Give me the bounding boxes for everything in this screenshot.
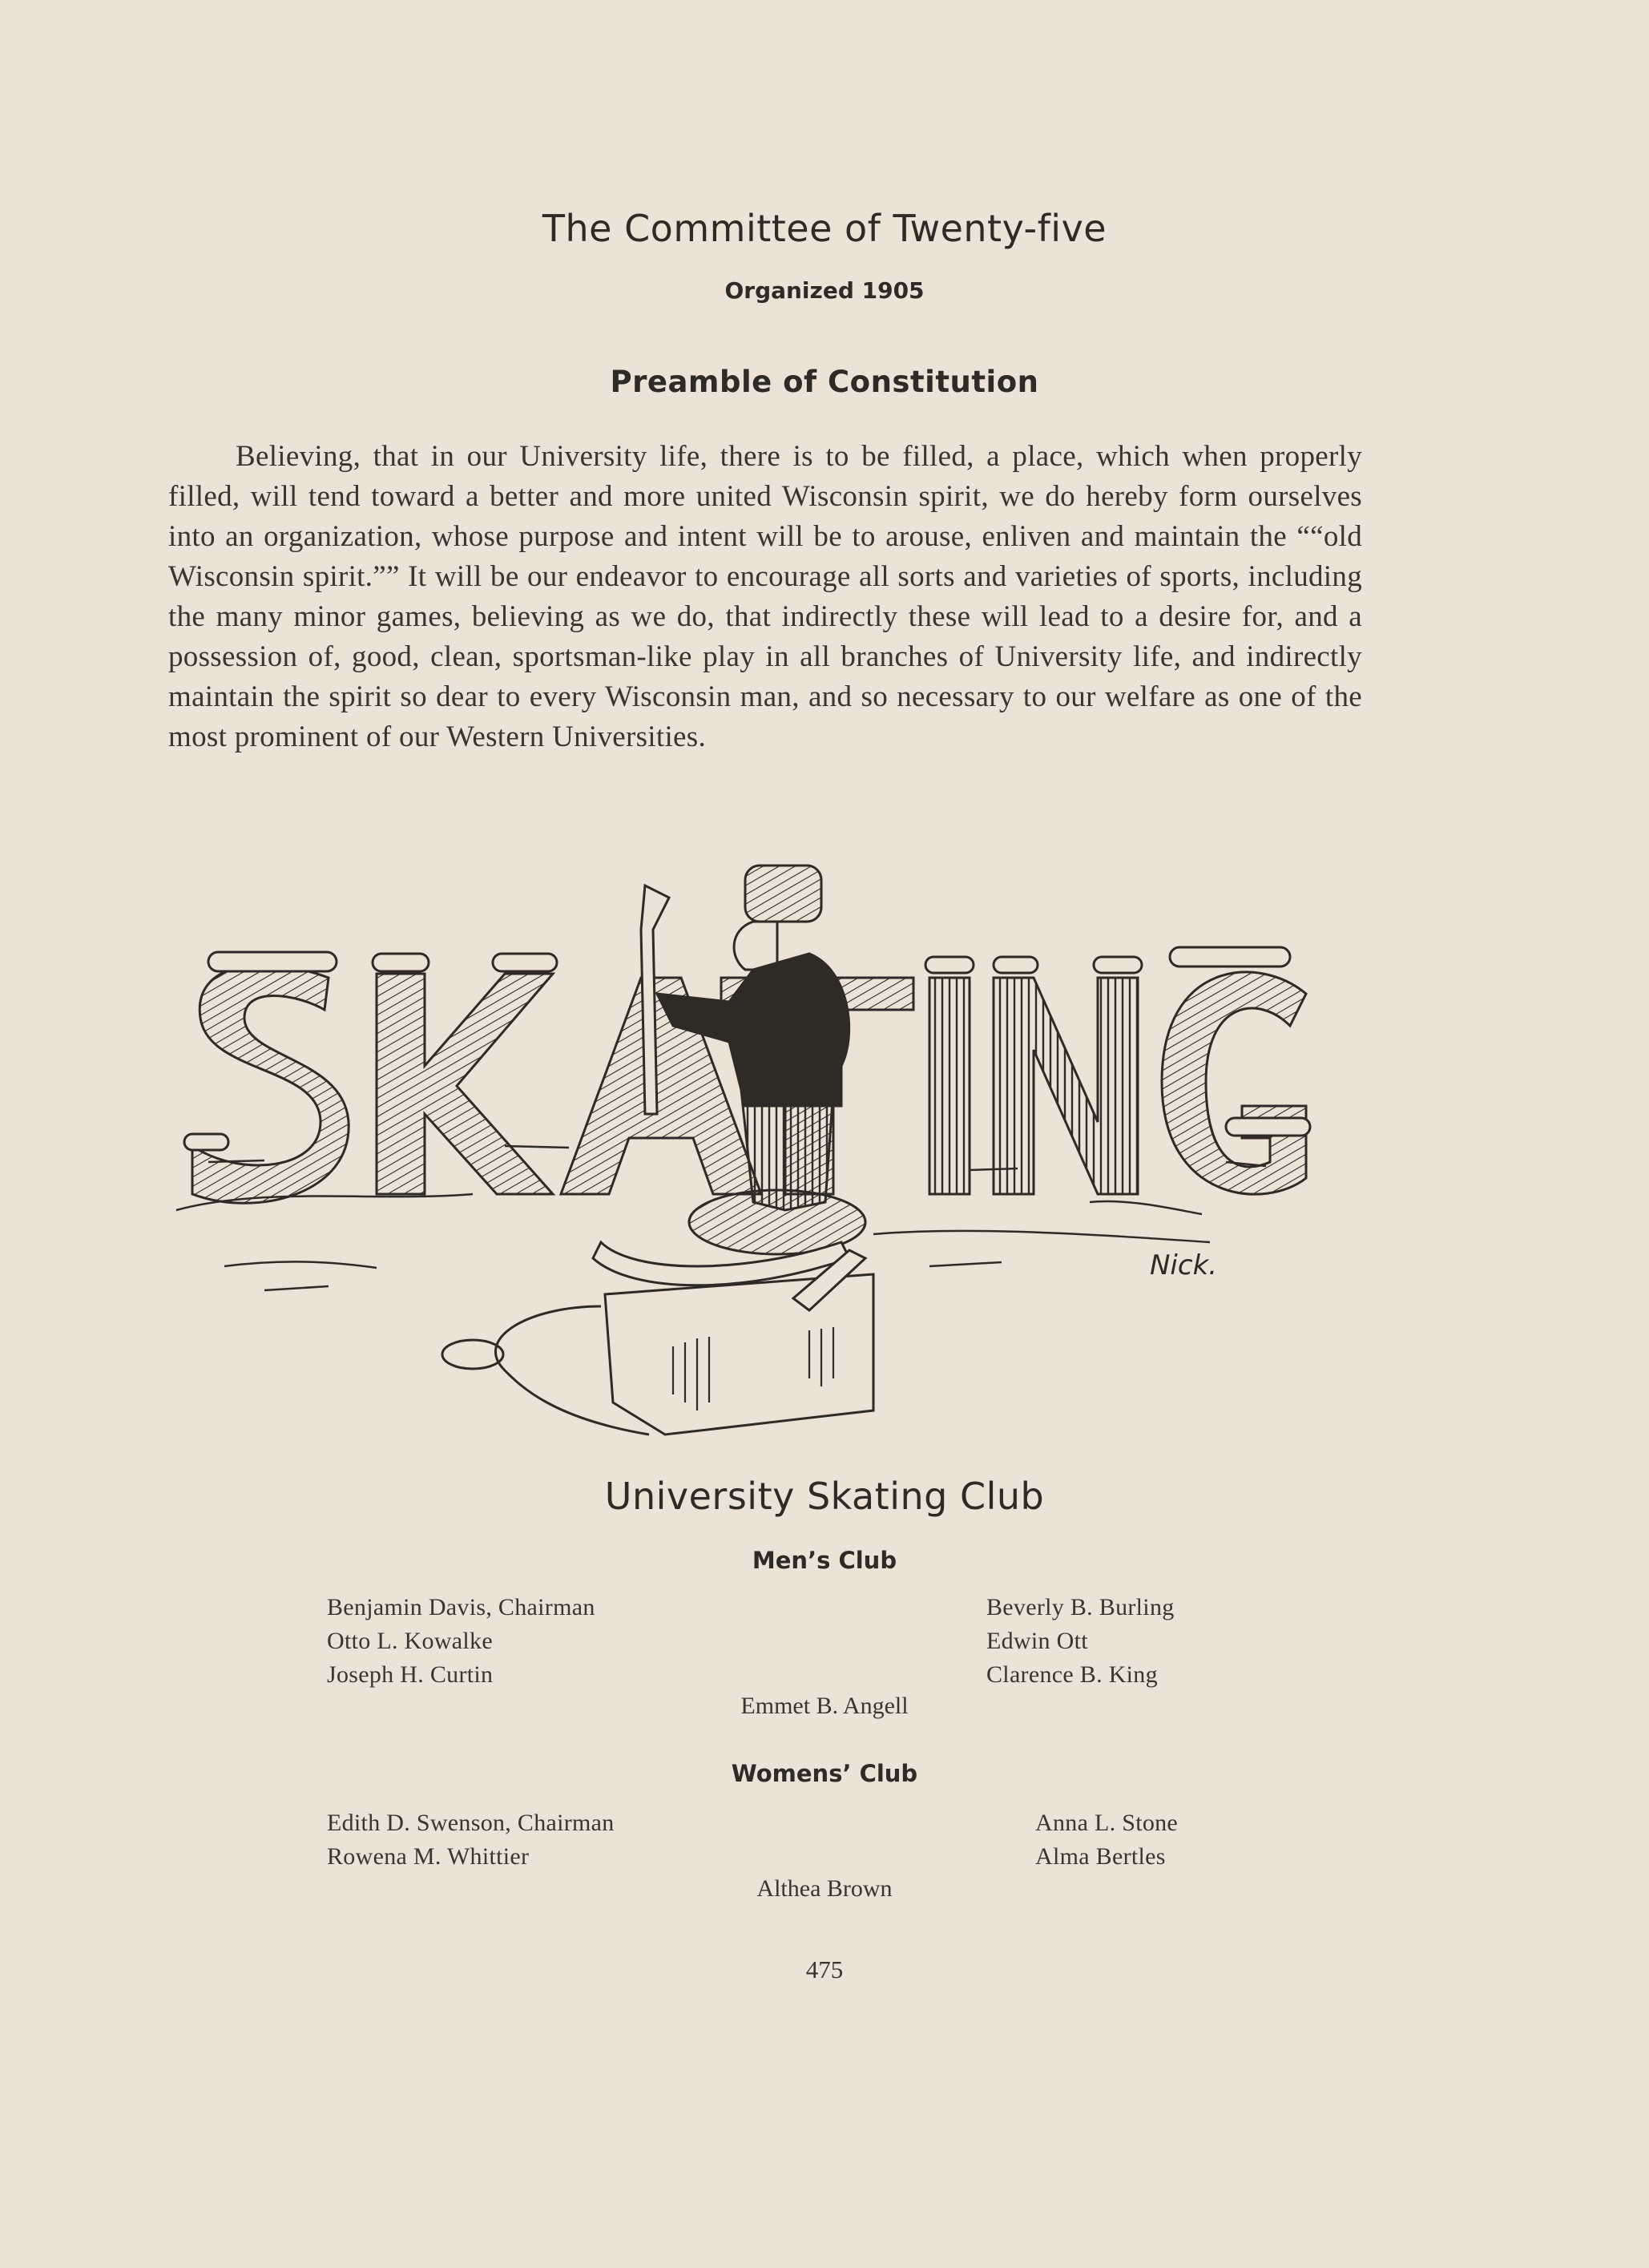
page-title: The Committee of Twenty-five: [542, 207, 1107, 250]
member-name: Clarence B. King: [986, 1661, 1158, 1688]
letter-k: [377, 974, 553, 1194]
face: [734, 922, 777, 970]
skating-illustration: [168, 858, 1370, 1451]
preamble-text: Believing, that in our University life, there is to be filled, a place, which when properly filled, will tend toward a better and more united Wisconsin spirit, we do hereby form ourselves into an organization, whose purpose and intent will be to arouse, enliven and maintain the ““old Wisconsin spirit.”” It will be our endeavor to encourage all sorts and varieties of sports, including the many minor games, believing as we do, that indirectly these will lead to a desire for, and a possession of, good, clean, sportsman-like play in all branches of University life, and indirectly maintain the spirit so dear to every Wisconsin man, and so necessary to our welfare as one of the most prominent of our Western Universities.: [168, 440, 1362, 753]
page-number: 475: [805, 1955, 844, 1983]
member-name: Edith D. Swenson, Chairman: [327, 1810, 615, 1836]
letter-n: [994, 978, 1138, 1194]
mens-club-right-column: [986, 1591, 1175, 1692]
fur-hat: [745, 866, 821, 922]
member-name: Edwin Ott: [986, 1628, 1088, 1654]
letter-s: [192, 965, 349, 1203]
member-name: Rowena M. Whittier: [327, 1843, 530, 1870]
mens-club-heading: Men’s Club: [752, 1547, 897, 1574]
member-name: Joseph H. Curtin: [327, 1661, 494, 1688]
mens-club-left-column: [327, 1591, 595, 1692]
member-name: Benjamin Davis, Chairman: [327, 1594, 595, 1620]
womens-club-left-column: [327, 1806, 615, 1874]
preamble-heading: Preamble of Constitution: [610, 365, 1039, 399]
artist-signature: Nick.: [1150, 1249, 1218, 1281]
letter-g: [1162, 972, 1306, 1194]
member-name: Otto L. Kowalke: [327, 1628, 493, 1654]
member-name: Anna L. Stone: [1035, 1810, 1179, 1836]
member-name: Beverly B. Burling: [986, 1594, 1175, 1620]
club-title: University Skating Club: [604, 1475, 1045, 1518]
letter-i: [929, 978, 970, 1194]
womens-club-right-column: [1035, 1806, 1178, 1874]
womens-club-heading: Womens’ Club: [731, 1760, 918, 1787]
member-name: Emmet B. Angell: [740, 1693, 909, 1719]
organized-date: Organized 1905: [724, 277, 925, 304]
member-name: Althea Brown: [756, 1875, 893, 1902]
member-name: Alma Bertles: [1035, 1843, 1166, 1870]
